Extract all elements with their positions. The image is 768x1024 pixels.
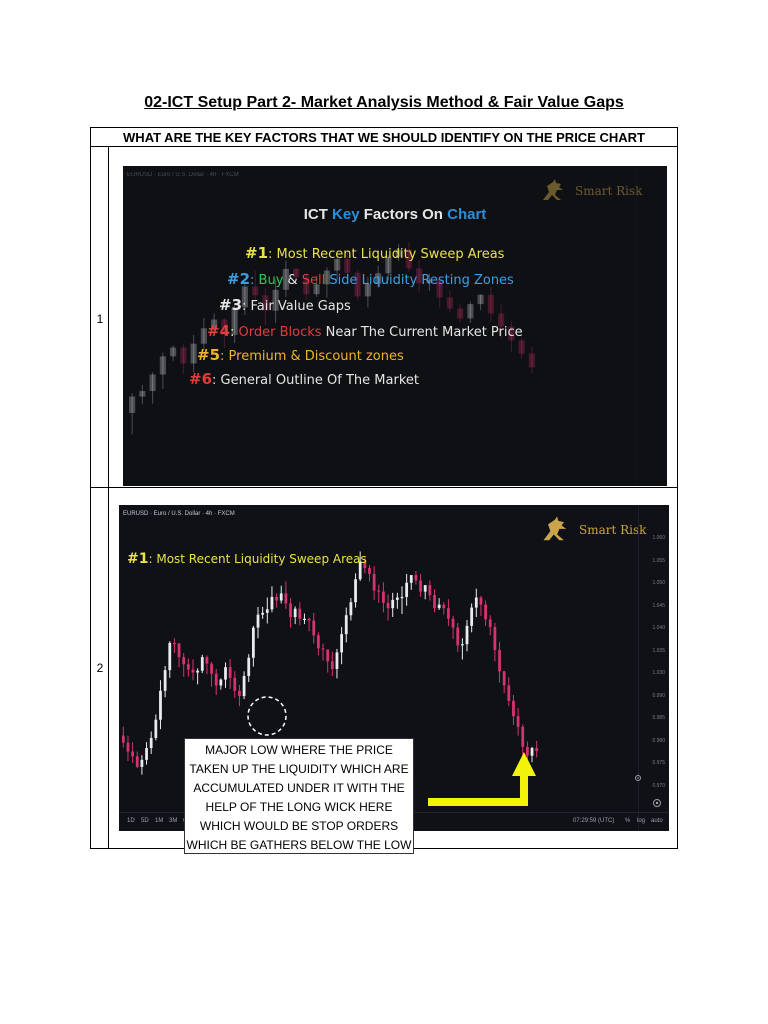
smart-risk-logo [539,515,646,545]
candle-body [470,608,473,626]
callout-line-1: MAJOR LOW WHERE THE PRICE [205,743,393,757]
candle-body [503,671,506,685]
callout-line-4: HELP OF THE LONG WICK HERE [205,800,393,814]
candle-body [433,595,436,608]
key-factor-number: #1 [245,244,269,262]
candle-body [442,605,445,609]
candle-body [182,657,185,664]
candle-body [438,605,441,609]
crosshair-icon[interactable] [633,773,643,783]
candle-body [373,574,376,591]
title-key: Key [332,206,360,223]
candle-body [529,354,535,368]
candle-body [415,575,418,580]
candle-body [170,348,176,357]
key-factor-number: #2 [227,270,251,288]
price-tick-label: 0.970 [652,782,665,789]
candle-body [312,621,315,636]
logo-text: Smart Risk [575,184,643,198]
price-tick-label: 1.060 [652,535,665,541]
candle-body [521,727,524,747]
candle-body [519,340,525,353]
price-tick-label: 1.050 [652,580,665,586]
candle-body [284,593,287,603]
candle-body [478,295,484,304]
key-factor-6 [189,370,419,388]
candle-body [191,344,197,364]
gear-icon[interactable] [652,798,662,808]
yellow-arrow [428,752,538,822]
candle-body [322,648,325,649]
candle-body [308,619,311,621]
key-factors-image [123,166,667,486]
major-low-callout [184,738,414,854]
timeframe-1m[interactable]: 1M [155,818,164,824]
key-factor-text: Sell [301,273,326,288]
candle-body [196,671,199,673]
candle-body [377,590,380,591]
candle-body [475,598,478,608]
callout-line-6: WHICH BE GATHERS BELOW THE LOW [186,838,412,852]
candle-body [382,592,385,603]
candle-body [326,649,329,661]
clock-readout: 07:29:59 (UTC) [573,818,615,824]
candle-body [405,583,408,597]
chart-symbol-line: EURUSD · Euro / U.S. Dollar · 4h · FXCM [127,172,239,178]
key-factor-text: : General Outline Of The Market [212,373,419,388]
candle-body [159,691,162,720]
candle-body [224,667,227,679]
timeframe-3m[interactable]: 3M [169,818,178,824]
smart-risk-logo [539,178,642,204]
key-factor-text: Side Liquidity Resting Zones [325,273,514,288]
candle-body [391,600,394,608]
price-tick-label: 1.035 [652,647,665,654]
horse-logo-icon [539,515,573,545]
candle-body [331,661,334,669]
candle-body [456,628,459,646]
candle-body [452,619,455,628]
sweep-label [127,551,367,567]
price-tick-label: 1.045 [652,602,665,609]
candle-body [164,670,167,691]
candle-body [535,748,538,751]
price-tick-label: 0.980 [652,737,665,744]
candle-body [247,658,250,676]
logo-text: Smart Risk [579,523,647,537]
candle-body [447,298,453,309]
key-factor-1 [245,244,504,262]
candle-body [271,597,274,609]
candle-body [252,628,255,658]
candle-body [233,678,236,691]
candle-body [261,613,264,615]
candle-body [507,685,510,700]
price-tick-label: 0.990 [652,692,665,699]
timeframe-1d[interactable]: 1D [127,818,135,824]
key-factor-2 [227,270,514,288]
candle-body [350,602,353,615]
candle-body [129,397,135,414]
key-factor-number: #4 [207,322,231,340]
candle-body [498,650,501,671]
key-factor-text: Near The Current Market Price [321,325,523,340]
candle-body [410,575,413,583]
candle-body [488,295,494,314]
candle-body [461,644,464,645]
key-factor-number: #6 [189,370,213,388]
candle-body [317,635,320,648]
price-tick-label: 0.985 [652,715,665,721]
candle-body [168,643,171,670]
key-factor-number: #3 [219,296,243,314]
candle-body [336,652,339,669]
row-number-1: 1 [96,312,104,326]
table-header: WHAT ARE THE KEY FACTORS THAT WE SHOULD IDENTIFY ON THE PRICE CHART [91,128,677,147]
candle-body [215,674,218,686]
candle-body [257,615,260,628]
candle-body [396,598,399,600]
key-factor-text: : [250,273,259,288]
horse-logo-icon [539,178,569,204]
candle-body [180,348,186,364]
candle-body [173,643,176,644]
candle-body [489,619,492,627]
candle-body [512,701,515,716]
log-toggle[interactable]: log [637,818,646,824]
candle-body [419,580,422,591]
liquidity-sweep-circle [248,697,286,735]
candle-body [131,752,134,757]
key-factor-text: Buy [258,273,284,288]
price-tick-label: 1.030 [652,670,665,676]
price-tick-label: 0.975 [652,760,665,766]
auto-toggle[interactable]: auto [651,818,663,824]
key-factor-text: : Fair Value Gaps [242,299,351,314]
key-factor-text: : Most Recent Liquidity Sweep Areas [268,247,505,262]
key-factor-text: : [230,325,239,340]
candle-body [219,680,222,686]
key-factor-number: #5 [197,346,221,364]
price-tick-label: 1.040 [652,625,665,631]
candle-body [136,756,139,767]
chart-symbol-line: EURUSD · Euro / U.S. Dollar · 4h · FXCM [123,511,235,517]
candle-body [354,579,357,602]
candle-body [127,743,130,752]
timeframe-5d[interactable]: 5D [141,818,149,824]
candle-body [368,568,371,574]
title-mid: Factors On [359,206,448,223]
candle-body [466,626,469,644]
candle-body [238,691,241,696]
candle-body [229,667,232,678]
candle-body [484,605,487,620]
key-factor-text: Order Blocks [238,325,322,340]
key-factors-title [123,206,667,223]
row-divider [91,487,677,488]
title-prefix: ICT [303,206,333,223]
candle-body [266,609,269,613]
sweep-text: : Most Recent Liquidity Sweep Areas [148,552,367,566]
candle-body [243,676,246,696]
candle-body [275,597,278,601]
candle-body [178,644,181,658]
key-factor-3 [219,296,351,314]
price-tick-label: 1.055 [652,557,665,564]
candle-body [150,738,153,748]
candle-body [467,304,473,318]
callout-line-5: WHICH WOULD BE STOP ORDERS [199,819,399,833]
candle-body [401,597,404,598]
candle-body [345,615,348,634]
candle-body [298,609,301,619]
candle-body [289,603,292,617]
candle-body [141,760,144,767]
candle-body [122,736,125,743]
callout-line-3: ACCUMULATED UNDER IT WITH THE [193,781,405,795]
candle-body [493,627,496,650]
candle-body [160,356,166,374]
candle-body [387,603,390,608]
candle-body [150,375,156,392]
candle-body [206,657,209,663]
title-chart: Chart [447,206,487,223]
price-axis [636,166,667,486]
sweep-hash: #1 [127,551,149,567]
callout-line-2: TAKEN UP THE LIQUIDITY WHICH ARE [189,762,409,776]
candle-body [457,309,463,319]
row-number-2: 2 [96,661,104,675]
key-factor-4 [207,322,523,340]
candle-body [517,716,520,727]
candle-body [192,670,195,673]
candle-body [210,664,213,674]
candle-body [201,657,204,671]
candle-body [424,585,427,591]
candle-body [280,593,283,600]
candle-body [154,720,157,738]
candle-body [428,585,431,595]
candle-body [340,634,343,652]
candle-body [447,608,450,619]
candle-body [139,391,145,397]
key-factor-text: : Premium & Discount zones [220,349,404,364]
percent-toggle[interactable]: % [625,818,631,824]
candle-body [187,664,190,669]
candle-body [145,748,148,760]
document-title: 02-ICT Setup Part 2- Market Analysis Method & Fair Value Gaps [144,94,624,111]
key-factor-5 [197,346,404,364]
key-factor-text: & [283,273,302,288]
candle-body [480,598,483,605]
candle-body [294,609,297,617]
row-number-column [91,147,109,848]
candle-body [303,619,306,620]
